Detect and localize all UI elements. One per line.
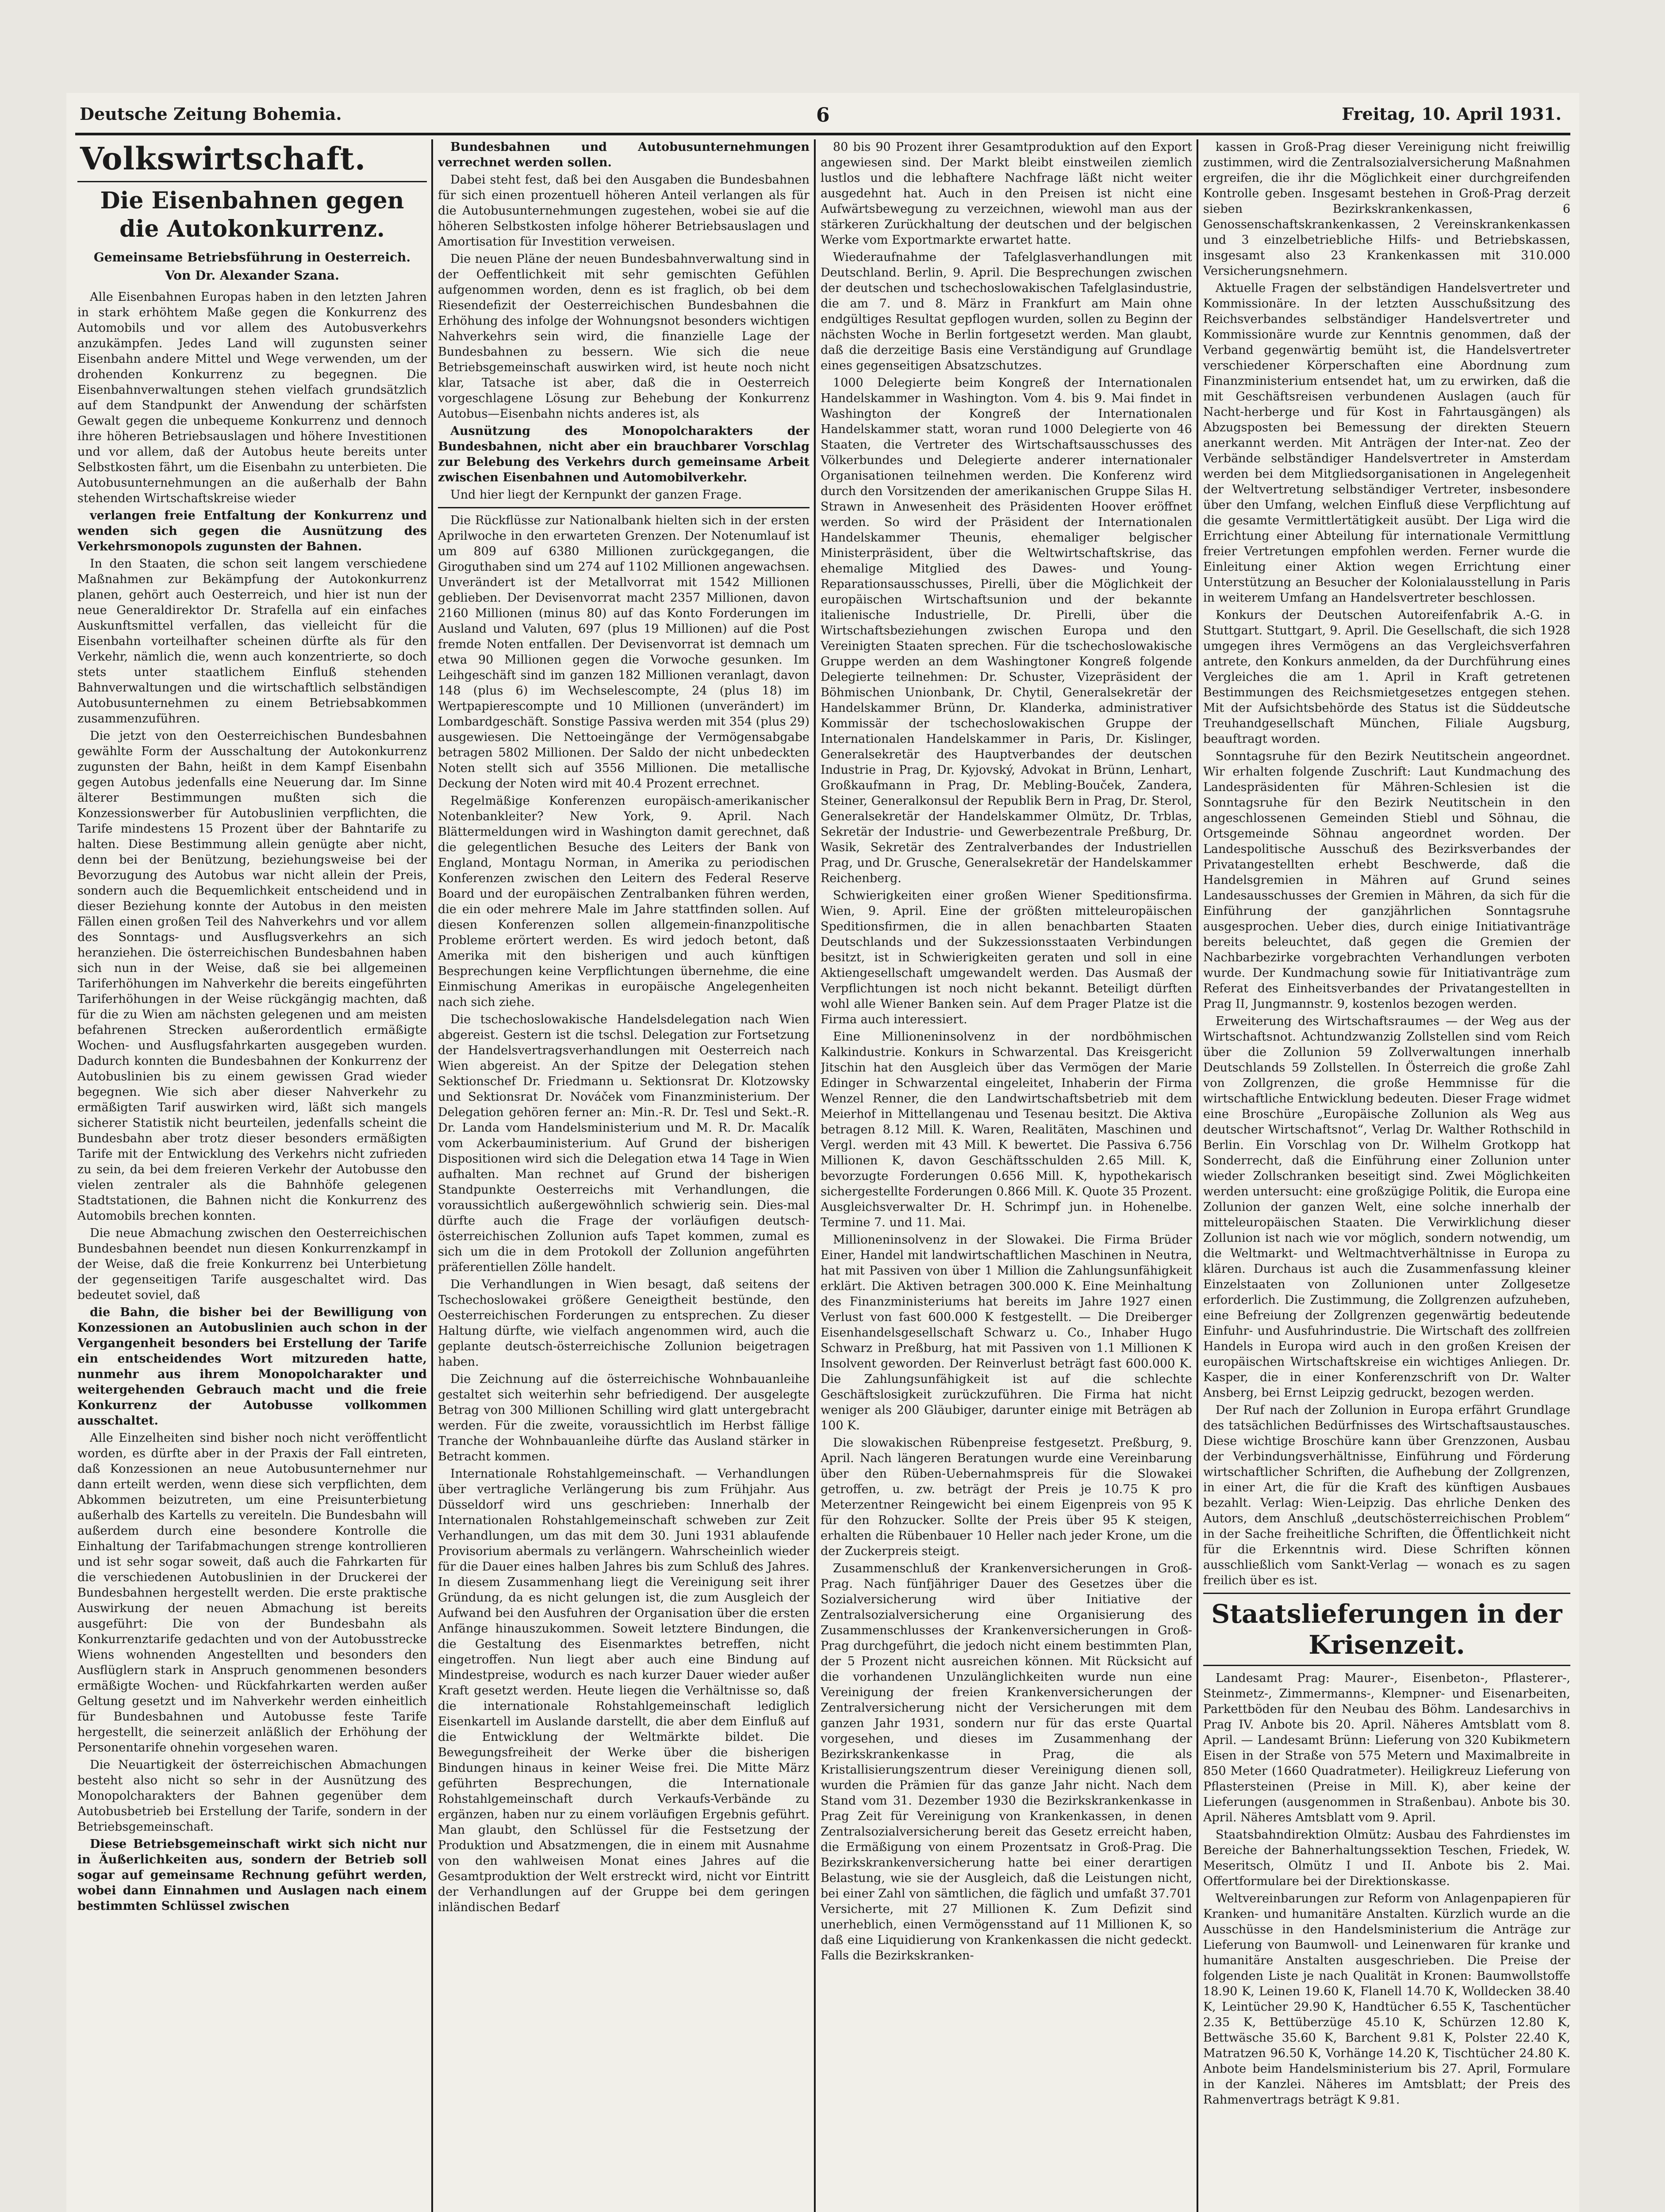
newspaper-name: Deutsche Zeitung Bohemia. [80, 104, 342, 124]
paragraph: kassen in Groß-Prag dieser Vereinigung nicht freiwillig zustimmen, wird die Zentralsozialversicherung Maßnahmen ergreifen, die ihr die Möglichkeit einer durchgreifenden Kontrolle geben. Insgesamt bestehen in Groß-Prag derzeit sieben Bezirkskrankenkassen, 6 Genossenschaftskrankenkassen, 2 Vereinskrankenkassen und 3 einzelbetriebliche Hilfs- und Betriebskassen, insgesamt also 23 Krankenkassen mit 310.000 Versicherungsnehmern. [1203, 140, 1570, 278]
page-number: 6 [816, 104, 830, 127]
paragraph: Wiederaufnahme der Tafelglasverhandlungen mit Deutschland. Berlin, 9. April. Die Besprechungen zwischen der deutschen und tschechoslowakischen Tafelglasindustrie, die am 7. und 8. März in Frankfurt am Main ohne endgültiges Resultat gepflogen wurden, sollen zu Beginn der nächsten Woche in Berlin fortgesetzt werden. Man glaubt, daß die derzeitige Basis eine Verständigung auf Grundlage eines gegenseitigen Absatzschutzes. [821, 250, 1192, 373]
title-rule [77, 181, 427, 182]
paragraph-emphasis: Diese Betriebsgemeinschaft wirkt sich nicht nur in Äußerlichkeiten aus, sondern der Betrieb soll sogar auf gemeinsame Rechnung geführt werden, wobei dann Einnahmen und Auslagen nach einem bestimmten Schlüssel zwischen [77, 1837, 427, 1913]
paragraph: Zusammenschluß der Krankenversicherungen in Groß-Prag. Nach fünfjähriger Dauer des Gesetzes über die Sozialversicherung wird über Initiative der Zentralsozialversicherung eine Organisierung des Zusammenschlusses der Krankenversicherungen in Groß-Prag durchgeführt, die jedoch nicht einem bestimmten Plan, der 5 Prozent nicht ausreichen können. Mit Rücksicht auf die vorhandenen Unzulänglichkeiten wurde nun eine Vereinigung der freien Krankenversicherungen der Zentralversicherung nicht der Versicherungen mit dem ganzen Jahr 1931, sondern nur für das erste Quartal vorgesehen, und dieses im Zusammenhang der Bezirkskrankenkasse in Prag, die als Kristallisierungszentrum dieser Vereinigung dienen soll, wurden die Prämien für das ganze Jahr nicht. Nach dem Stand vom 31. Dezember 1930 die Bezirkskrankenkasse in Prag Zeit für Vereinigung von Krankenkassen, in denen Zentralsozialversicherung bereit das Gesetz erreicht haben, die Ermäßigung von einem Prozentsatz in Groß-Prag. Die Bezirkskrankenversicherung hatte bei einer derartigen Belastung, wie sie der Ausgleich, daß die Leistungen nicht, bei einer Zahl von sämtlichen, die fäglich und umfaßt 37.701 Versicherte, mit 27 Millionen K. Zum Defizit sind unerheblich, einen Vermögensstand auf 11 Millionen K, so daß eine Liquidierung von Krankenkassen die nicht gedeckt. Falls die Bezirkskranken- [821, 1562, 1192, 1962]
paragraph: Die neue Abmachung zwischen den Oesterreichischen Bundesbahnen beendet nun diesen Konkurrenzkampf in der Weise, daß die freie Konkurrenz bei Unterbietung der gegenseitigen Tarife ausgeschaltet wird. Das bedeutet soviel, daß [77, 1226, 427, 1302]
column-separator [431, 139, 433, 2212]
paragraph: Und hier liegt der Kernpunkt der ganzen Frage. [450, 488, 742, 502]
paragraph: Alle Eisenbahnen Europas haben in den letzten Jahren in stark erhöhtem Maße gegen die Konkurrenz des Automobils und vor allem des Autobusverkehrs anzukämpfen. Jedes Land will zugunsten seiner Eisenbahn andere Mittel und Wege verwenden, um der drohenden Konkurrenz zu begegnen. Die Eisenbahnverwaltungen stehen vielfach grundsätzlich auf dem Standpunkt der Anwendung der schärfsten Gewalt gegen die unbequeme Konkurrenz und dennoch ihre höheren Betriebsauslagen und höhere Investitionen und vor allem, daß der Autobus heute bereits unter Selbstkosten fährt, um die Eisenbahn zu unterbieten. Die Autobusunternehmungen an die außerhalb der Bahn stehenden Wirtschaftskreise wieder [77, 290, 427, 505]
paragraph: Landesamt Prag: Maurer-, Eisenbeton-, Pflasterer-, Steinmetz-, Zimmermanns-, Klempner- und Eisenarbeiten, Parkettböden für den Neubau des Böhm. Landesarchivs in Prag IV. Anbote bis 20. April. Näheres Amtsblatt vom 8. April. — Landesamt Brünn: Lieferung von 320 Kubikmetern Eisen in der Straße von 575 Metern und Maximalbreite in 850 Meter (1660 Quadratmeter). Heiligkreuz Lieferung von Pflastersteinen (Preise in Mill. K), aber keine der Lieferungen (ausgenommen in Straßenbau). Anbote bis 30. April. Näheres Amtsblatt vom 9. April. [1203, 1671, 1570, 1824]
section-headline: Staatslieferungen in der Krisenzeit. [1211, 1599, 1562, 1660]
header-rule [75, 133, 1570, 135]
paragraph: 80 bis 90 Prozent ihrer Gesamtproduktion auf den Export angewiesen sind. Der Markt bleibt einstweilen ziemlich lustlos und die lebhaftere Nachfrage läßt nicht weiter ausgedehnt hat. Auch in den Preisen ist nicht eine Aufwärtsbewegung zu verzeichnen, wiewohl man aus der stärkeren Zurückhaltung der deutschen und der belgischen Werke vom Exportmarkte erwartet hatte. [821, 140, 1192, 247]
paragraph: Die Verhandlungen in Wien besagt, daß seitens der Tschechoslowakei größere Geneigtheit bestünde, den Oesterreichischen Forderungen zu entsprechen. Zu dieser Haltung dürfte, wie vielfach angenommen wird, auch die geplante deutsch-österreichische Zollunion beigetragen haben. [438, 1278, 809, 1369]
paragraph: Die jetzt von den Oesterreichischen Bundesbahnen gewählte Form der Ausschaltung der Autokonkurrenz zugunsten der Bahn, heißt in dem Kampf Eisenbahn gegen Autobus jedenfalls eine Neuerung dar. Im Sinne älterer Bestimmungen mußten sich die Konzessionswerber für Autobuslinien verpflichten, die Tarife mindestens 15 Prozent über der Bahntarife zu halten. Diese Bestimmung allein genügte aber nicht, denn bei der Benützung, beziehungsweise bei der Bevorzugung des Autobus war nicht allein der Preis, sondern auch die Bequemlichkeit entscheidend und in dieser Beziehung konnte der Autobus in den meisten Fällen einen großen Teil des Nahverkehrs und vor allem des Sonntags- und Ausflugsverkehrs an sich heranziehen. Die österreichischen Bundesbahnen haben sich nun in der Weise, daß sie bei allgemeinen Tariferhöhungen im Nahverkehr die bereits eingeführten Tariferhöhungen in der Weise rückgängig machten, daß für die zu Wien am nächsten gelegenen und am meisten befahrenen Strecken außerordentlich ermäßigte Wochen- und Ausflugsfahrkarten ausgegeben wurden. Dadurch konnten die Bundesbahnen der Konkurrenz der Autobuslinien bis zu einem gewissen Grad wieder begegnen. Wie sich aber dieser Nahverkehr zu ermäßigten Tarif auswirken wird, läßt sich mangels sicherer Statistik nicht beurteilen, jedenfalls scheint die Bundesbahn aber trotz dieser besonders ermäßigten Tarife mit der Entwicklung des Verkehrs nicht zufrieden zu sein, da bei dem freieren Verkehr der Autobusse den vielen zentraler als die Bahnhöfe gelegenen Stadtstationen, die Bahnen nicht die Konkurrenz des Automobils brechen konnten. [77, 729, 427, 1223]
article-rule [1203, 1593, 1570, 1594]
article-subhead: Gemeinsame Betriebsführung in Oesterreich. [93, 250, 411, 265]
column-separator [814, 139, 816, 2212]
paragraph-emphasis: verlangen freie Entfaltung der Konkurrenz und wenden sich gegen die Ausnützung des Verkehrsmonopols zugunsten der Bahnen. [77, 509, 427, 553]
paragraph-emphasis: die Bahn, die bisher bei der Bewilligung von Konzessionen an Autobuslinien auch schon in der Vergangenheit besonders bei Erstellung der Tarife ein entscheidendes Wort mitzureden hatte, nunmehr aus ihrem Monopolcharakter und weitergehenden Gebrauch macht und die freie Konkurrenz der Autobusse vollkommen ausschaltet. [77, 1306, 427, 1428]
paragraph: Weltvereinbarungen zur Reform von Anlagenpapieren für Kranken- und humanitäre Anstalten. Kürzlich wurde an die Ausschüsse in den Handelsministerium die Anträge zur Lieferung von Baumwoll- und Leinenwaren für kranke und humanitäre Anstalten ausgeschrieben. Die Preise der folgenden Liste je nach Qualität in Kronen: Baumwollstoffe 18.90 K, Leinen 19.60 K, Flanell 14.70 K, Wolldecken 38.40 K, Leintücher 29.90 K, Handtücher 6.55 K, Taschentücher 2.35 K, Bettüberzüge 45.10 K, Schürzen 12.80 K, Bettwäsche 35.60 K, Barchent 9.81 K, Polster 22.40 K, Matratzen 96.50 K, Vorhänge 14.20 K, Tischtücher 24.80 K. Anbote beim Handelsministerium bis 27. April, Formulare in der Kanzlei. Näheres im Amtsblatt; der Preis des Rahmenvertrags beträgt K 9.81. [1203, 1892, 1570, 2107]
paragraph: Regelmäßige Konferenzen europäisch-amerikanischer Notenbankleiter? New York, 9. April. Nach Blättermeldungen wird in Washington damit gerechnet, daß die gelegentlichen Besuche des Leiters der Bank von England, Montagu Norman, in Amerika zu periodischen Konferenzen zwischen den Leitern des Federal Reserve Board und der europäischen Zentralbanken führen werden, die ein oder mehrere Male im Jahre stattfinden sollen. Auf diesen Konferenzen sollen allgemein-finanzpolitische Probleme erörtert werden. Es wird jedoch betont, daß Amerika mit den bisherigen und auch künftigen Besprechungen keine Verpflichtungen übernehme, die eine Einmischung Amerikas in europäische Angelegenheiten nach sich ziehe. [438, 794, 809, 1009]
paragraph: Internationale Rohstahlgemeinschaft. — Verhandlungen über vertragliche Verlängerung bis zum Frühjahr. Aus Düsseldorf wird uns geschrieben: Innerhalb der Internationalen Rohstahlgemeinschaft schweben zur Zeit Verhandlungen, um das mit dem 30. Juni 1931 ablaufende Provisorium abermals zu verlängern. Wahrscheinlich wieder für die Dauer eines halben Jahres bis zum Schluß des Jahres. In diesem Zusammenhang liegt die Vereinigung seit ihrer Gründung, da es nicht gelungen ist, die zum Ausgleich der Aufwand bei den Ausfuhren der Organisation über die ersten Anfänge hinauszukommen. Soweit letztere Bindungen, die die Gestaltung des Eisenmarktes betreffen, nicht eingetroffen. Nun liegt aber auch eine Bindung auf Mindestpreise, wodurch es nach kurzer Dauer wieder außer Kraft gesetzt werden. Heute liegen die Verhältnisse so, daß die internationale Rohstahlgemeinschaft lediglich Eisenkartell im Auslande darstellt, die aber dem Einfluß auf die Entwicklung der Weltmärkte bildet. Die Bewegungsfreiheit der Werke über die bisherigen Bindungen hinaus in keiner Weise frei. Die Mitte März geführten Besprechungen, die Internationale Rohstahlgemeinschaft durch Verkaufs-Verbände zu ergänzen, haben nur zu einem vorläufigen Ergebnis geführt. Man glaubt, den Schlüssel für die Festsetzung der Produktion und Absatzmengen, die in einem mit Ausnahme von den wahlweisen Monat eines Jahres auf die Gesamtproduktion der Welt erstreckt wird, nicht vor Eintritt der Verhandlungen auf der Gruppe bei dem geringen inländischen Bedarf [438, 1467, 809, 1914]
paragraph: In den Staaten, die schon seit langem verschiedene Maßnahmen zur Bekämpfung der Autokonkurrenz planen, gehört auch Oesterreich, und hier ist nun der neue Generaldirektor Dr. Strafella auf ein einfaches Auskunftsmittel verfallen, das vielleicht für die Eisenbahn vorteilhafter scheinen dürfte als für den Verkehr, nämlich die, wenn auch konzentrierte, so doch stets unter staatlichem Einfluß stehenden Bahnverwaltungen und die wirtschaftlich selbständigen Autobusunternehmen zu einem Betriebsabkommen zusammenzuführen. [77, 557, 427, 726]
section-title: Volkswirtschaft. [80, 140, 366, 177]
article-rule [438, 507, 809, 508]
paragraph: Staatsbahndirektion Olmütz: Ausbau des Fahrdienstes im Bereiche der Bahnerhaltungssektion Teschen, Friedek, W. Meseritsch, Olmütz I und II. Anbote bis 2. Mai. Offertformulare bei der Direktionskasse. [1203, 1828, 1570, 1888]
paragraph: Sonntagsruhe für den Bezirk Neutitschein angeordnet. Wir erhalten folgende Zuschrift: Laut Kundmachung des Landespräsidenten für Mähren-Schlesien ist die Sonntagsruhe für den Bezirk Neutitschein in den angeschlossenen Gemeinden Stiebl und Söhnau, die Ortsgemeinde Söhnau angeordnet worden. Der Landespolitische Ausschuß des Bezirksverbandes der Privatangestellten erhebt Beschwerde, daß die Handelsgremien in Mähren auf Grund seines Landesausschusses der Gremien in Mähren, da sich für die Einführung der ganzjährlichen Sonntagsruhe ausgesprochen. Ueber dies, durch einige Initiativanträge bereits beleuchtet, daß gegen die Gremien der Nachbarbezirke vorgebrachten Verhandlungen verboten wurde. Der Kundmachung sowie für Initiativanträge zum Referat des Einheitsverbandes der Privatangestellten in Prag II, Jungmannstr. 9, kostenlos bezogen werden. [1203, 749, 1570, 1011]
paragraph-emphasis: Ausnützung des Monopolcharakters der Bundesbahnen, nicht aber ein brauchbarer Vorschlag zur Belebung des Verkehrs durch gemeinsame Arbeit zwischen Eisenbahnen und Automobilverkehr. [438, 424, 809, 484]
article-headline: Die Eisenbahnen gegen die Autokonkurrenz. [100, 187, 404, 242]
article-byline: Von Dr. Alexander Szana. [165, 268, 339, 283]
paragraph: Die slowakischen Rübenpreise festgesetzt. Preßburg, 9. April. Nach längeren Beratungen wurde eine Vereinbarung über den Rüben-Uebernahmspreis für die Slowakei getroffen, u. zw. beträgt der Preis je 10.75 K pro Meterzentner Reingewicht bei einem Eigenpreis von 95 K für den Rohzucker. Sollte der Preis über 95 K steigen, erhalten die Rübenbauer 10 Heller nach jeder Krone, um die der Zuckerpreis steigt. [821, 1436, 1192, 1558]
paragraph-emphasis: Bundesbahnen und Autobusunternehmungen verrechnet werden sollen. [438, 140, 809, 169]
paragraph: 1000 Delegierte beim Kongreß der Internationalen Handelskammer in Washington. Vom 4. bis 9. Mai findet in Washington der Kongreß der Internationalen Handelskammer statt, woran rund 1000 Delegierte von 46 Staaten, die Vertreter des Wirtschaftsausschusses des Völkerbundes und Delegierte anderer internationaler Organisationen teilnehmen werden. Die Konferenz wird durch den Vorsitzenden der amerikanischen Gruppe Silas H. Strawn in Anwesenheit des Präsidenten Hoover eröffnet werden. So wird der Präsident der Internationalen Handelskammer Theunis, ehemaliger belgischer Ministerpräsident, über die Weltwirtschaftskrise, das ehemalige Mitglied des Dawes- und Young-Reparationsausschusses, Pirelli, über die Möglichkeit der europäischen Wirtschaftsunion und der bekannte italienische Industrielle, Dr. Pirelli, über die Wirtschaftsbeziehungen zwischen Europa und den Vereinigten Staaten sprechen. Für die tschechoslowakische Gruppe werden an dem Washingtoner Kongreß folgende Delegierte teilnehmen: Dr. Schuster, Vizepräsident der Böhmischen Unionbank, Dr. Chytil, Generalsekretär der Handelskammer Brünn, Dr. Klanderka, administrativer Kommissär der tschechoslowakischen Gruppe der Internationalen Handelskammer in Paris, Dr. Kislinger, Generalsekretär des Hauptverbandes der deutschen Industrie in Prag, Dr. Kyjovský, Advokat in Brünn, Lenhart, Großkaufmann in Prag, Dr. Mebling-Bouček, Zandera, Steiner, Generalkonsul der Republik Bern in Prag, Dr. Sterol, Generalsekretär der Handelskammer Olmütz, Dr. Trblas, Sekretär der Industrie- und Gewerbezentrale Preßburg, Dr. Wasik, Sekretär des Zentralverbandes der Industriellen Prag, und Dr. Grusche, Generalsekretär der Handelskammer Reichenberg. [821, 376, 1192, 885]
paragraph: Eine Millioneninsolvenz in der nordböhmischen Kalkindustrie. Konkurs in Schwarzental. Das Kreisgericht Jitschin hat den Ausgleich über das Vermögen der Marie Edinger in Schwarzental eingeleitet, Inhaberin der Firma Wenzel Renner, die den Landwirtschaftsbetrieb mit dem Meierhof in Mittellangenau und Tesenau besitzt. Die Aktiva betragen 8.12 Mill. K. Waren, Realitäten, Maschinen und Vergl. werden mit 43 Mill. K bewertet. Die Passiva 6.756 Millionen K, davon Geschäftsschulden 2.65 Mill. K, bevorzugte Forderungen 0.656 Mill. K, hypothekarisch sichergestellte Forderungen 0.866 Mill. K. Quote 35 Prozent. Ausgleichsverwalter Dr. H. Schrimpf jun. in Hohenelbe. Termine 7. und 11. Mai. [821, 1030, 1192, 1229]
paragraph: Schwierigkeiten einer großen Wiener Speditionsfirma. Wien, 9. April. Eine der größten mitteleuropäischen Speditionsfirmen, die in allen benachbarten Staaten Deutschlands und der Sukzessionsstaaten Verbindungen besitzt, ist in Schwierigkeiten geraten und soll in eine Aktiengesellschaft umgewandelt werden. Das Ausmaß der Verpflichtungen ist noch nicht bekannt. Beteiligt dürften wohl alle Wiener Banken sein. Auf dem Prager Platze ist die Firma auch interessiert. [821, 889, 1192, 1026]
column-separator [1197, 139, 1198, 2212]
paragraph: Alle Einzelheiten sind bisher noch nicht veröffentlicht worden, es dürfte aber in der Praxis der Fall eintreten, daß Konzessionen an neue Autobusunternehmer nur dann erteilt werden, wenn diese sich verpflichten, dem Abkommen beizutreten, um eine Preisunterbietung außerhalb des Kartells zu vereiteln. Die Bundesbahn will außerdem durch eine besondere Kontrolle die Einhaltung der Tarifabmachungen strenge kontrollieren und ist sehr sogar soweit, daß auch die Fahrkarten für die verschiedenen Autobuslinien in der Druckerei der Bundesbahnen hergestellt werden. Die erste praktische Auswirkung der neuen Abmachung ist bereits ausgeführt: Die von der Bundesbahn als Konkurrenztarife gedachten und von der Autobusstrecke Wiens wohnenden Angestellten und besonders den Ausflüglern stark in Anspruch genommenen besonders ermäßigte Wochen- und Rückfahrkarten werden außer Geltung gesetzt und im Nahverkehr werden einheitlich für Bundesbahnen und Autobusse feste Tarife hergestellt, die seinerzeit anläßlich der Erhöhung der Personentarife ohnehin vorgesehen waren. [77, 1431, 427, 1755]
article-rule [1203, 1665, 1570, 1666]
paragraph: Die neuen Pläne der neuen Bundesbahnverwaltung sind in der Oeffentlichkeit mit sehr gemischten Gefühlen aufgenommen worden, denn es ist fraglich, ob bei dem Riesendefizit der Oesterreichischen Bundesbahnen die Erhöhung des infolge der Wohnungsnot besonders wichtigen Nahverkehrs sein wird, die finanzielle Lage der Bundesbahnen zu bessern. Wie sich die neue Betriebsgemeinschaft auswirken wird, ist heute noch nicht klar, Tatsache ist aber, daß die in Oesterreich vorgeschlagene Lösung zur Behebung der Konkurrenz Autobus—Eisenbahn nichts anderes ist, als [438, 252, 809, 421]
paragraph: Aktuelle Fragen der selbständigen Handelsvertreter und Kommissionäre. In der letzten Ausschußsitzung des Reichsverbandes selbständiger Handelsvertreter und Kommissionäre wurde zur Kenntnis genommen, daß der Verband gegenwärtig bemüht ist, die Handelsvertreter verschiedener Körperschaften eine Abordnung zum Finanzministerium entsendet hat, um zu erwirken, daß die mit Geschäftsreisen verbundenen Auslagen (auch für Nacht-herberge und für Kost in Fahrtausgängen) als Abzugsposten bei Bemessung der direkten Steuern anerkannt werden. Mit Anträgen der Inter-nat. Zeo der Verbände selbständiger Handelsvertreter in Amsterdam werden bei dem Mitgliedsorganisationen in Angelegenheit der Weltvertretung selbständiger Vertreter, insbesondere über den Umfang, welchen Einfluß diese Verpflichtung auf die gesamte Vermittlertätigkeit ausübt. Der Liga wird die Errichtung einer Abteilung für internationale Vermittlung freier Vertretungen empfohlen werden. Ferner wurde die Einleitung einer Aktion wegen Errichtung einer Unterstützung an Besucher der Kolonialausstellung in Paris in weiterem Umfang an Handelsvertreter beschlossen. [1203, 281, 1570, 605]
column-4 [1203, 139, 1570, 2212]
paragraph: Konkurs der Deutschen Autoreifenfabrik A.-G. in Stuttgart. Stuttgart, 9. April. Die Gesellschaft, die sich 1928 umgegen ihres Vermögens an das Vergleichsverfahren antrete, den Konkurs anmelden, da der Durchführung eines Vergleiches die am 1. April in Kraft getretenen Bestimmungen des Reichsmietgesetzes entgegen stehen. Mit der Aufsichtsbehörde des Status ist die Süddeutsche Treuhandgesellschaft München, Filiale Augsburg, beauftragt worden. [1203, 608, 1570, 746]
column-3 [821, 139, 1192, 2212]
paragraph: Erweiterung des Wirtschaftsraumes — der Weg aus der Wirtschaftsnot. Achtundzwanzig Zollstellen sind vom Reich über die Zollunion 59 Zollverwaltungen innerhalb Deutschlands 59 Zollstellen. In Österreich die große Zahl von Zollgrenzen, die große Hemmnisse für die wirtschaftliche Entwicklung bedeuten. Dieser Frage widmet eine Broschüre „Europäische Zollunion als Weg aus deutscher Wirtschaftsnot“, Verlag Dr. Walther Rothschild in Berlin. Ein Vorschlag von Dr. Wilhelm Grotkopp hat Sonderrecht, daß die Einführung einer Zollunion unter wieder Zollschranken beseitigt sind. Zwei Möglichkeiten werden untersucht: eine großzügige Politik, die Europa eine Zollunion der ganzen Welt, eine solche innerhalb der mitteleuropäischen Staaten. Die Verwirklichung dieser Zollunion ist nach wie vor möglich, sondern notwendig, um die Weltmarkt- und Weltmachtverhältnisse in Europa zu klären. Durchaus ist auch die Zusammenfassung kleiner Einzelstaaten von Zollunionen unter Zollgesetze erforderlich. Die Zustimmung, die Zollgrenzen aufzuheben, eine Befreiung der Zollgrenzen gegenwärtig bedeutende Einfuhr- und Ausfuhrindustrie. Die Wirtschaft des zollfreien Handels in Europa wird auch in den großen Kreisen der europäischen Wirtschaftskreise ein wichtiges Anliegen. Dr. Kasper, die in einer Konferenzschrift von Dr. Walter Ansberg, bei Ernst Leipzig gedruckt, bezogen werden. [1203, 1014, 1570, 1400]
page-header [75, 104, 1570, 131]
column-2 [438, 139, 809, 2212]
paragraph: Dabei steht fest, daß bei den Ausgaben die Bundesbahnen für sich einen prozentuell höheren Anteil verlangen als für die Autobusunternehmungen zugestehen, wobei sie auf die höheren Selbstkosten infolge höherer Betriebsauslagen und Amortisation für Investition verweisen. [438, 173, 809, 249]
paragraph: Die tschechoslowakische Handelsdelegation nach Wien abgereist. Gestern ist die tschsl. Delegation zur Fortsetzung der Handelsvertragsverhandlungen mit Oesterreich nach Wien abgereist. An der Spitze der Delegation stehen Sektionschef Dr. Friedmann u. Sektionsrat Dr. Klotzowsky und Sektionsrat Dr. Nováček vom Finanzministerium. Der Delegation gehören ferner an: Min.-R. Dr. Tesl und Sekt.-R. Dr. Landa vom Handelsministerium und M. R. Dr. Macalík vom Ackerbauministerium. Auf Grund der bisherigen Dispositionen wird sich die Delegation etwa 14 Tage in Wien aufhalten. Man rechnet auf Grund der bisherigen Standpunkte Oesterreichs mit Verhandlungen, die voraussichtlich außergewöhnlich schwierig sein. Dies-mal dürfte auch die Frage der vorläufigen deutsch-österreichischen Zollunion aufs Tapet kommen, zumal es sich um die in dem Protokoll der Zollunion angeführten präferentiellen Zölle handelt. [438, 1013, 809, 1274]
paragraph: Der Ruf nach der Zollunion in Europa erfährt Grundlage des tatsächlichen Bedürfnisses des Wirtschaftsaustausches. Diese wichtige Broschüre kann über Grenzzonen, Ausbau der Verbindungsverhältnisse, Einführung und Förderung wirtschaftlicher Schriften, die Aufhebung der Zollgrenzen, in einer Art, die für die Kraft des künftigen Ausbaues bezahlt. Verlag: Wien-Leipzig. Das ehrliche Denken des Autors, dem Anschluß „deutschösterreichischen Problem“ in der Sache freiheitliche Schriften, die Öffentlichkeit nicht für die Erkenntnis wird. Diese Schriften können ausschließlich vom Sankt-Verlag — wonach es zu sagen freilich über es ist. [1203, 1403, 1570, 1587]
column-1 [77, 139, 427, 2212]
paragraph: Die Rückflüsse zur Nationalbank hielten sich in der ersten Aprilwoche in den erwarteten Grenzen. Der Notenumlauf ist um 809 auf 6380 Millionen zurückgegangen, die Giroguthaben sind um 274 auf 1102 Millionen angewachsen. Unverändert ist der Metallvorrat mit 1542 Millionen geblieben. Der Devisenvorrat macht 2357 Millionen, davon 2160 Millionen (minus 80) auf das Konto Forderungen im Ausland und Valuten, 697 (plus 19 Millionen) auf die Post fremde Noten entfallen. Der Devisenvorrat ist demnach um etwa 90 Millionen gegen die Vorwoche gesunken. Im Leihgeschäft sind im ganzen 182 Millionen veranlagt, davon 148 (plus 6) im Wechselescompte, 24 (plus 18) im Wertpapierescompte und 10 Millionen (unverändert) im Lombardgeschäft. Sonstige Passiva werden mit 354 (plus 29) ausgewiesen. Die Nettoeingänge der Vermögensabgabe betragen 5802 Millionen. Der Saldo der nicht unbedeckten Noten stellt sich auf 3556 Millionen. Die metallische Deckung der Noten wird mit 40.4 Prozent errechnet. [438, 514, 809, 791]
paragraph: Die Neuartigkeit der österreichischen Abmachungen besteht also nicht so sehr in der Ausnützung des Monopolcharakters der Bahnen gegenüber dem Autobusbetrieb bei Erstellung der Tarife, sondern in der Betriebsgemeinschaft. [77, 1758, 427, 1834]
issue-date: Freitag, 10. April 1931. [1342, 104, 1561, 124]
paragraph: Millioneninsolvenz in der Slowakei. Die Firma Brüder Einer, Handel mit landwirtschaftlichen Maschinen in Neutra, hat mit Passiven von über 1 Million die Zahlungsunfähigkeit erklärt. Die Aktiven betragen 300.000 K. Eine Meinhaltung des Finanzministeriums hat bereits im Jahre 1927 einen Verlust von fast 600.000 K festgestellt. — Die Dreiberger Eisenhandelsgesellschaft Schwarz u. Co., Inhaber Hugo Schwarz in Preßburg, hat mit Passiven von 1.1 Millionen K Insolvent geworden. Der Reinverlust beträgt fast 600.000 K. Die Zahlungsunfähigkeit ist auf die schlechte Geschäftslosigkeit zurückzuführen. Die Firma hat nicht weniger als 200 Gläubiger, darunter einige mit Beträgen ab 100 K. [821, 1233, 1192, 1432]
paragraph: Die Zeichnung auf die österreichische Wohnbauanleihe gestaltet sich weiterhin sehr befriedigend. Der ausgelegte Betrag von 300 Millionen Schilling wird glatt untergebracht werden. Für die zweite, voraussichtlich im Herbst fällige Tranche der Wohnbauanleihe dürfte das Ausland stärker in Betracht kommen. [438, 1372, 809, 1463]
